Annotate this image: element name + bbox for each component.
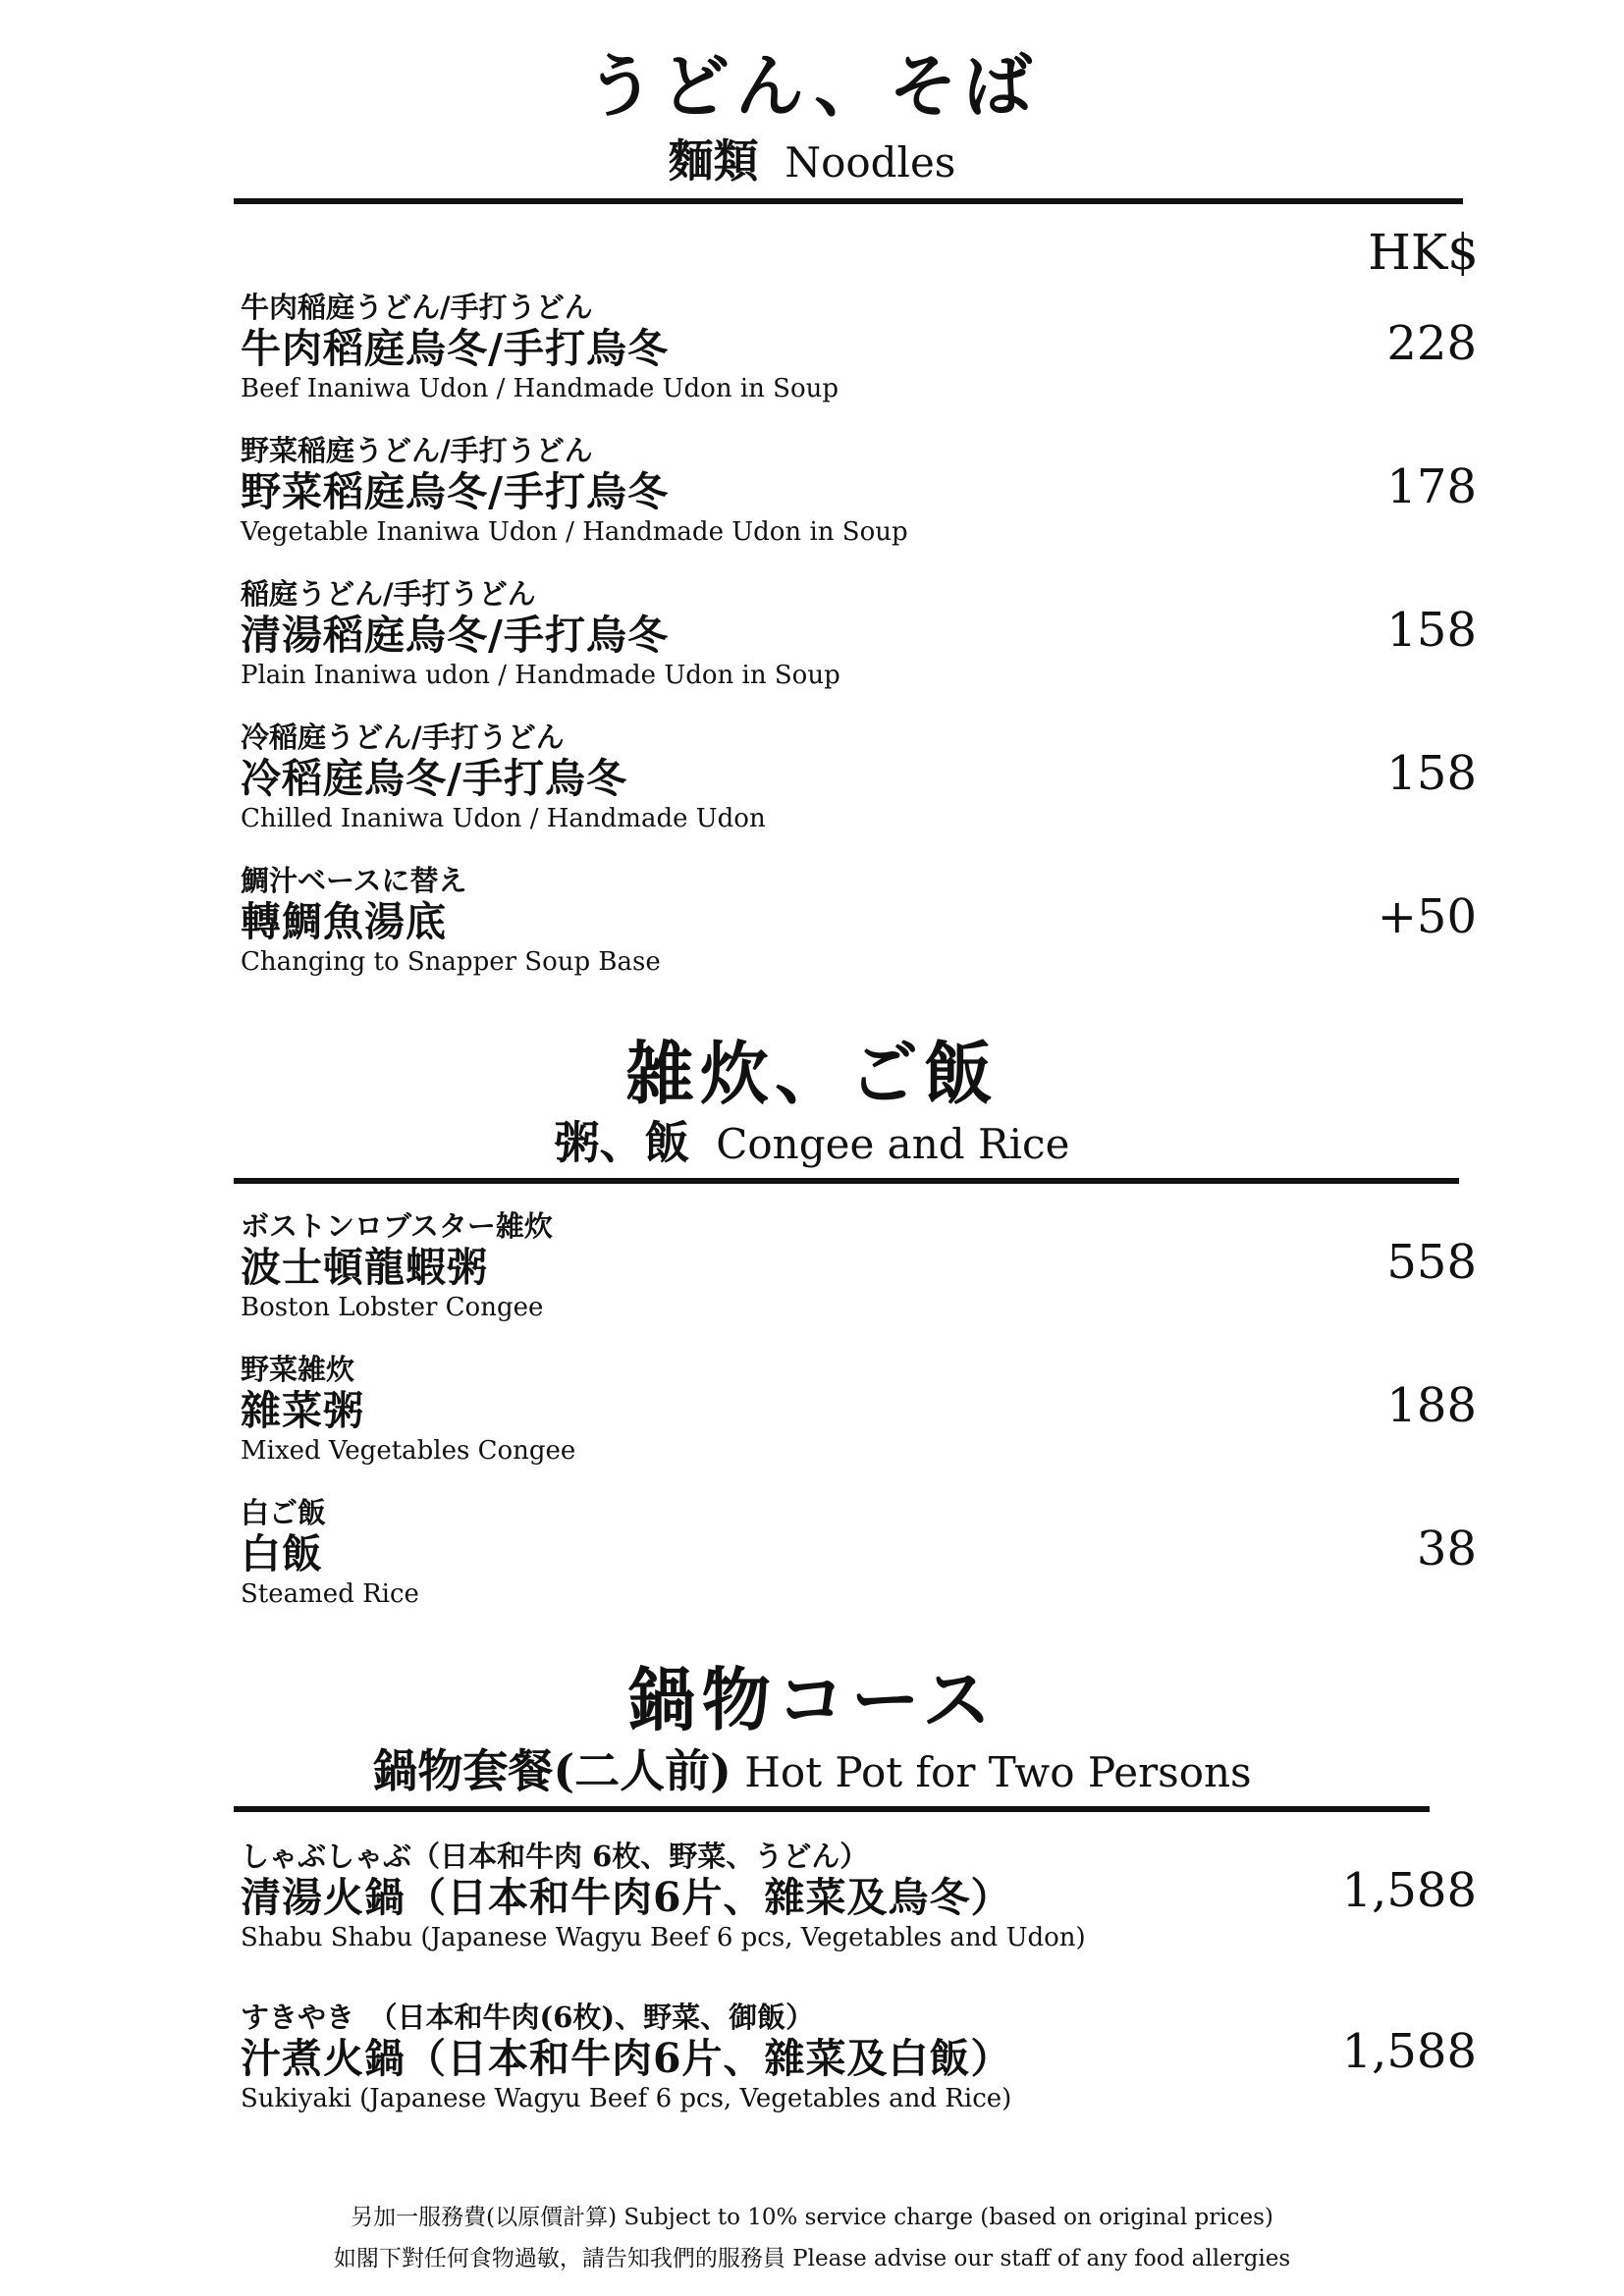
item-name-zh: 汁煮火鍋（日本和牛肉6片、雜菜及白飯）	[241, 2035, 1012, 2082]
item-name-jp: 白ご飯	[241, 1496, 327, 1529]
item-name-zh: 雜菜粥	[241, 1387, 364, 1434]
section-title-hotpot-jp: 鍋物コース	[626, 1659, 998, 1740]
menu-item	[241, 721, 766, 834]
section-subtitle-zh: 鍋物套餐(二人前)	[372, 1744, 731, 1797]
menu-item	[241, 1840, 1086, 1953]
item-price: +50	[1377, 889, 1477, 944]
item-price: 158	[1386, 603, 1477, 658]
menu-item	[241, 1496, 419, 1610]
item-name-jp: 稲庭うどん/手打うどん	[241, 577, 536, 611]
item-price: 228	[1386, 316, 1477, 371]
section-subtitle-en: Congee and Rice	[716, 1120, 1070, 1168]
item-name-en: Boston Lobster Congee	[241, 1293, 544, 1322]
item-name-jp: ボストンロブスター雑炊	[241, 1209, 553, 1243]
item-name-jp: 牛肉稲庭うどん/手打うどん	[241, 291, 593, 324]
item-name-en: Changing to Snapper Soup Base	[241, 947, 661, 977]
item-price: 188	[1386, 1378, 1477, 1433]
item-name-en: Steamed Rice	[241, 1579, 419, 1609]
menu-item	[241, 434, 908, 548]
item-price: 558	[1386, 1235, 1477, 1290]
footer-allergy-notice: 如閣下對任何食物過敏，請告知我們的服務員 Please advise our staff of any food allergies	[333, 2246, 1291, 2271]
item-price: 38	[1416, 1522, 1477, 1576]
item-name-zh: 波士頓龍蝦粥	[241, 1244, 488, 1291]
item-name-en: Shabu Shabu (Japanese Wagyu Beef 6 pcs, Vegetables and Udon)	[241, 1923, 1086, 1952]
item-name-jp: 野菜稲庭うどん/手打うどん	[241, 434, 593, 467]
item-name-en: Beef Inaniwa Udon / Handmade Udon in Soup	[241, 374, 839, 403]
item-name-en: Vegetable Inaniwa Udon / Handmade Udon in Soup	[241, 517, 908, 547]
menu-item	[241, 1353, 575, 1467]
section-divider	[234, 1178, 1459, 1184]
menu-item	[241, 2001, 1012, 2114]
item-name-zh: 白飯	[241, 1530, 323, 1577]
section-subtitle-congee	[0, 1107, 1624, 1172]
section-subtitle-zh: 粥、飯	[554, 1116, 690, 1169]
footer-service-charge: 另加一服務費(以原價計算) Subject to 10% service charge (based on original prices)	[351, 2205, 1273, 2230]
section-title-congee-jp: 雑炊、ご飯	[625, 1033, 999, 1114]
item-price: 1,588	[1341, 2024, 1477, 2079]
section-subtitle-hotpot	[0, 1735, 1624, 1800]
item-name-jp: 野菜雑炊	[241, 1353, 355, 1386]
item-name-jp: 冷稲庭うどん/手打うどん	[241, 721, 565, 754]
item-name-jp: しゃぶしゃぶ（日本和牛肉 6枚、野菜、うどん）	[241, 1840, 869, 1873]
section-subtitle-zh: 麵類	[668, 134, 759, 187]
section-subtitle-en: Hot Pot for Two Persons	[744, 1748, 1252, 1796]
item-name-jp: すきやき （日本和牛肉(6枚)、野菜、御飯）	[241, 2001, 815, 2034]
item-name-en: Plain Inaniwa udon / Handmade Udon in Soup	[241, 661, 840, 690]
item-name-en: Mixed Vegetables Congee	[241, 1436, 576, 1466]
item-price: 178	[1386, 459, 1477, 514]
item-price: 1,588	[1341, 1863, 1477, 1918]
item-name-zh: 牛肉稻庭烏冬/手打烏冬	[241, 325, 669, 372]
item-name-zh: 清湯稻庭烏冬/手打烏冬	[241, 612, 669, 659]
menu-item	[241, 864, 661, 978]
section-title-noodles-jp: うどん、そば	[585, 45, 1039, 127]
section-subtitle-en: Noodles	[785, 138, 956, 187]
item-name-zh: 冷稻庭烏冬/手打烏冬	[241, 755, 627, 802]
menu-item	[241, 291, 839, 404]
menu-item	[241, 577, 840, 691]
section-subtitle-noodles	[0, 126, 1624, 190]
item-name-zh: 野菜稻庭烏冬/手打烏冬	[241, 468, 669, 515]
item-name-zh: 清湯火鍋（日本和牛肉6片、雜菜及烏冬）	[241, 1874, 1012, 1921]
section-divider	[234, 1806, 1430, 1812]
section-divider	[234, 198, 1463, 204]
item-name-zh: 轉鯛魚湯底	[241, 898, 447, 945]
item-name-en: Sukiyaki (Japanese Wagyu Beef 6 pcs, Vegetables and Rice)	[241, 2084, 1012, 2113]
item-price: 158	[1386, 746, 1477, 801]
menu-item	[241, 1209, 553, 1323]
currency-label: HK$	[1368, 224, 1479, 281]
item-name-en: Chilled Inaniwa Udon / Handmade Udon	[241, 804, 766, 833]
item-name-jp: 鯛汁ベースに替え	[241, 864, 467, 897]
